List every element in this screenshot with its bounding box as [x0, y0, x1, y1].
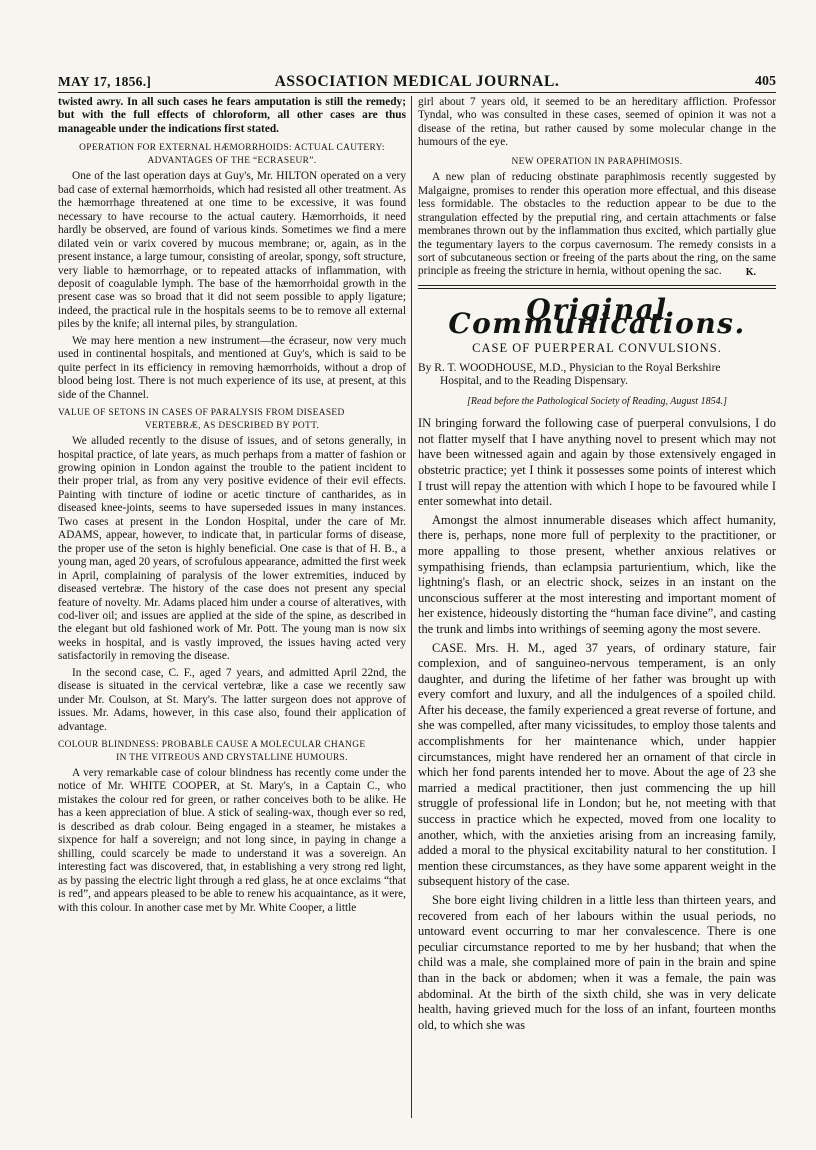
section-heading-colour-blindness: [58, 739, 406, 764]
paragraph-haemorrhoids-2: We may here mention a new instrument—the écraseur, now very much used in continental hospitals, and mentioned at Guy's, which is said to be quite perfect in its efficiency in removing hæmorrhoids, without a drop of blood being lost. There is not much experience of its use, at present, at this side of the Channel.: [58, 334, 406, 401]
section-heading-haemorrhoids: OPERATION FOR EXTERNAL HÆMORRHOIDS: ACTUAL CAUTERY: ADVANTAGES OF THE “ECRASEUR”.: [79, 143, 385, 166]
continued-paragraph-right: girl about 7 years old, it seemed to be an hereditary affliction. Professor Tyndal, who was consulted in these cases, seemed of opinion it was not a disease of the retina, but rather caused by some molecular change in the humours of the eye.: [418, 96, 776, 149]
left-column: [58, 96, 406, 915]
article-paragraph-2: Amongst the almost innumerable diseases which affect humanity, there is, perhaps, none more full of perplexity to the practitioner, or more appalling to those present, whether anxious relatives or sympathising friends, than eclampsia parturientium, which, like the lightning's flash, or an electric shock, seizes in an instant on the unconscious sufferer at the most interesting and important moment of her existence, hideously distorting the “human face divine”, and casting the trunk and limbs into writhings of seeming agony the most severe.: [418, 512, 776, 636]
read-note: [Read before the Pathological Society of Reading, August 1854.]: [467, 395, 727, 407]
section-title-original-communications: Original Communications.: [448, 293, 746, 340]
page-number: 405: [755, 74, 776, 89]
article-body: [418, 416, 776, 1033]
journal-title: ASSOCIATION MEDICAL JOURNAL.: [274, 73, 560, 90]
issue-date: MAY 17, 1856.]: [58, 74, 152, 89]
section-heading-setons: [58, 407, 406, 432]
article-paragraph-1: IN bringing forward the following case of puerperal convulsions, I do not flatter myself that I have anything novel to present which may not have been witnessed again and again by those extensively engaged in obstetric practice; yet I think it possesses some points of interest which I trust will repay the attention with which I hope to be favoured while I enter somewhat into detail.: [418, 416, 776, 509]
paragraph-setons-2: In the second case, C. F., aged 7 years, and admitted April 22nd, the disease is situated in the cervical vertebræ, like a case we recently saw under Mr. Coulson, at St. Mary's. The latter surgeon does not approve of issues. Mr. Adams, however, in this case also, found their application of advantage.: [58, 666, 406, 733]
article-title: CASE OF PUERPERAL CONVULSIONS.: [472, 341, 722, 356]
section-heading-paraphimosis: NEW OPERATION IN PARAPHIMOSIS.: [511, 156, 683, 167]
author-initial: K.: [745, 266, 756, 278]
paragraph-haemorrhoids-1: One of the last operation days at Guy's, Mr. HILTON operated on a very bad case of external hæmorrhoids, which had resisted all other treatment. As the hæmorrhage threatened at one time to be excessive, it was found necessary to have recourse to the actual cautery. Hæmorrhoids, it need hardly be observed, are found of various kinds. Sometimes we find a mere dilated vein or varix covered by mucous membrane; or, again, as in the present instance, a large tumour, consisting of areolar, spongy, soft structure, very liable to hæmorrhage, or to repeated attacks of inflammation, with deposit of coagulable lymph. The base of the hæmorrhoidal growth in the present case was so broad that it did not seem possible to apply ligature; indeed, the practical rule in the hospitals seems to be to remove all external piles by the knife; all internal piles, by strangulation.: [58, 170, 406, 331]
byline-line2: Hospital, and to the Reading Dispensary.: [440, 375, 629, 388]
paragraph-setons-1: We alluded recently to the disuse of issues, and of setons generally, in hospital practice, of late years, as much perhaps from a matter of fashion or growing opinion in London against the trouble to the patient incident to their proper trial, as from any very positive evidence of their evil effects. Painting with tincture of iodine or acetic tincture of cantharides, as in diseased knee-joints, seems to have superseded issues in many instances. Two cases at present in the London Hospital, under the care of Mr. ADAMS, appear, however, to indicate that, in particular forms of disease, the proper use of the seton is highly beneficial. One case is that of H. B., a young man, aged 20 years, of scrofulous appearance, admitted the first week in April, complaining of paralysis of the lower extremities, induced by diseased vertebræ. The history of the case does not present any special feature of novelty. Mr. Adams placed him under a course of alteratives, with cod-liver oil; and issues are applied at the side of the spine, as described in the elegant but old fashioned work of Mr. Pott. The young man is now six weeks in hospital, and is vastly improved, the issues having acted very satisfactorily in removing the disease.: [58, 435, 406, 663]
header-rule: [58, 92, 776, 93]
section-heading-colour-line2: IN THE VITREOUS AND CRYSTALLINE HUMOURS.: [116, 752, 348, 763]
article-paragraph-4: She bore eight living children in a little less than thirteen years, and recovered from each of her labours within the usual periods, no untoward event occurring to mar her convalescence. There is one peculiar circumstance reported to me by her husband; that when the child was a male, she complained more of pain in the brain and spine than in the back or abdomen; when it was a female, the pain was abdominal. At the birth of the sixth child, she was in very delicate health, having grieved much for the loss of an infant, fourteen months old, to which she was: [418, 893, 776, 1032]
right-column: [418, 96, 776, 1033]
article-byline: [418, 362, 776, 389]
paragraph-colour-blindness: A very remarkable case of colour blindness has recently come under the notice of Mr. WHITE COOPER, at St. Mary's, in a Captain C., who mistakes the colour red for green, or rather conceives both to be alike. He has a keen appreciation of blue. A stick of sealing-wax, though ever so red, is described as drab colour. Being engaged in a steamer, he mistakes a sixpence for half a sovereign; and not long since, in paying in change a shilling, could scarcely be made to understand it was a sovereign. An interesting fact was discovered, that, in establishing a very strong red light, as by passing the electric light through a red glass, he at once exclaims “that is red”, and appears pleased to be able to renew his acquaintance, as it were, with this colour. In another case met by Mr. White Cooper, a little: [58, 767, 406, 914]
continued-paragraph: twisted awry. In all such cases he fears amputation is still the remedy; but with the full effects of chloroform, all other cases are thus manageable under the indications first stated.: [58, 96, 406, 135]
section-rule: [418, 285, 776, 286]
column-divider: [411, 96, 412, 1118]
byline-line1: By R. T. WOODHOUSE, M.D., Physician to the Royal Berkshire: [418, 361, 721, 374]
section-heading-setons-line1: VALUE OF SETONS IN CASES OF PARALYSIS FROM DISEASED: [58, 408, 345, 419]
running-header: [58, 74, 776, 98]
section-rule-thin: [418, 288, 776, 289]
paragraph-paraphimosis: A new plan of reducing obstinate paraphimosis recently suggested by Malgaigne, promises to render this operation more effectual, and this disease less formidable. The obstacles to the reduction appear to be due to the strangulation effected by the preputial ring, and certain attachments or false membranes thrown out by the inflammation thus excited, which partially glue the tegumentary layers to the corpus cavernosum. The remedy consists in a sort of subcutaneous section or freeing of the parts about the ring, on the same principle as freeing the stricture in hernia, without opening the sac.: [418, 171, 776, 278]
section-heading-setons-line2: VERTEBRÆ, AS DESCRIBED BY POTT.: [144, 420, 320, 431]
article-paragraph-case: CASE. Mrs. H. M., aged 37 years, of ordinary stature, fair complexion, and of sanguineo-nervous temperament, is an only daughter, and during the lifetime of her father was brought up with every comfort and luxury, and all the indulgences of a spoiled child. After his decease, the family experienced a great reverse of fortune, and she was compelled, after many vicissitudes, to employ those talents and accomplishments for her maintenance which, under happier circumstances, might have rendered her an ornament of that circle in which her fond parents intended her to move. About the age of 23 she married a medical practitioner, then just commencing the up hill struggle of professional life in London; but he, not meeting with that success in practice which he expected, moved from one locality to another, which, with the anxieties arising from an increasing family, added a moral to the physical excitability natural to her constitution. I mention these circumstances, as they have some apparent weight in the subsequent history of the case.: [418, 640, 776, 889]
section-heading-colour-line1: COLOUR BLINDNESS: PROBABLE CAUSE A MOLECULAR CHANGE: [58, 740, 366, 751]
